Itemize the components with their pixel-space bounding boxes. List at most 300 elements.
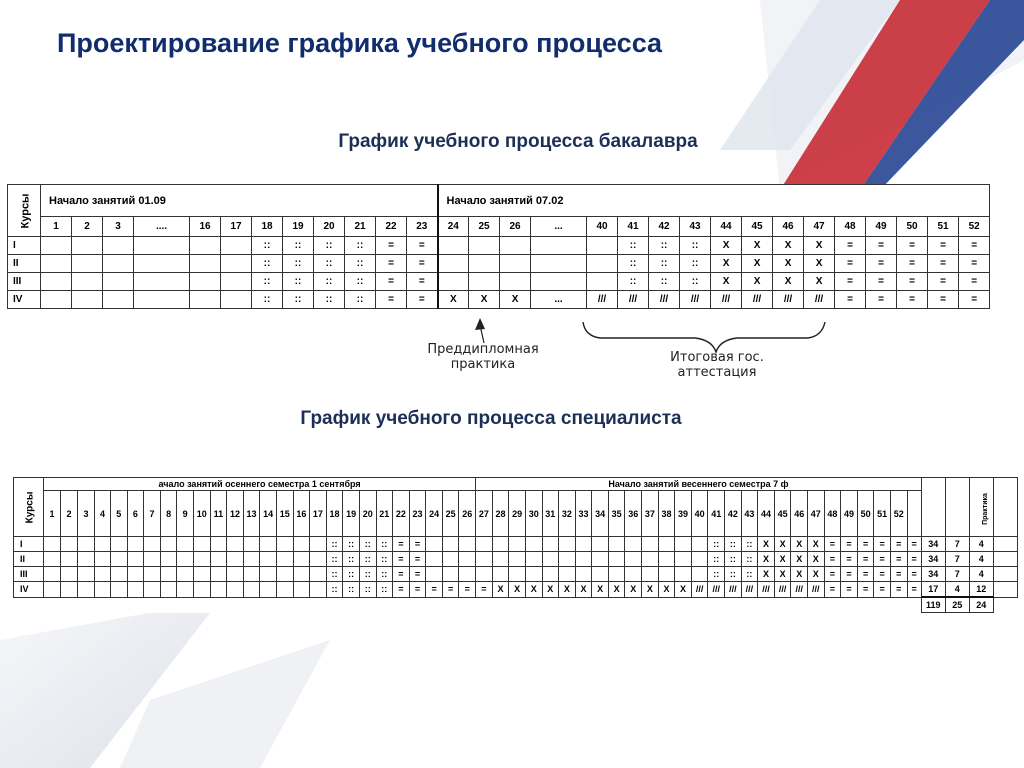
schedule-cell: = xyxy=(841,552,858,567)
spacer-cell xyxy=(177,597,194,613)
schedule-cell xyxy=(442,567,459,582)
schedule-cell: :: xyxy=(252,291,283,309)
schedule-cell: :: xyxy=(680,255,711,273)
schedule-cell xyxy=(293,567,310,582)
week-number: 16 xyxy=(293,491,310,537)
schedule-cell: = xyxy=(835,255,866,273)
schedule-cell xyxy=(459,567,476,582)
week-number: 39 xyxy=(675,491,692,537)
spacer-cell xyxy=(293,597,310,613)
schedule-cell: :: xyxy=(343,567,360,582)
schedule-cell xyxy=(160,582,177,598)
schedule-cell: X xyxy=(542,582,559,598)
schedule-cell: :: xyxy=(618,273,649,291)
schedule-cell: = xyxy=(835,237,866,255)
schedule-cell xyxy=(642,537,659,552)
schedule-cell xyxy=(44,582,61,598)
schedule-cell xyxy=(61,552,78,567)
schedule-cell: X xyxy=(774,537,791,552)
schedule-cell xyxy=(691,537,708,552)
schedule-cell: X xyxy=(675,582,692,598)
schedule-cell: = xyxy=(459,582,476,598)
week-number: 36 xyxy=(625,491,642,537)
schedule-cell: = xyxy=(866,291,897,309)
schedule-cell: /// xyxy=(758,582,775,598)
kursy-label-text: Курсы xyxy=(19,193,32,228)
spring-start-label: Начало занятий весеннего семестра 7 ф xyxy=(476,478,922,491)
schedule-cell: :: xyxy=(680,273,711,291)
schedule-cell xyxy=(658,552,675,567)
schedule-cell xyxy=(575,567,592,582)
schedule-cell xyxy=(61,537,78,552)
schedule-cell: :: xyxy=(252,273,283,291)
spacer-cell xyxy=(343,597,360,613)
schedule-cell xyxy=(61,567,78,582)
week-number: 49 xyxy=(866,217,897,237)
spacer-cell xyxy=(874,597,891,613)
week-number: 24 xyxy=(426,491,443,537)
week-number: 41 xyxy=(708,491,725,537)
spacer-cell xyxy=(260,597,277,613)
week-number: 2 xyxy=(61,491,78,537)
schedule-cell xyxy=(642,552,659,567)
schedule-cell xyxy=(193,567,210,582)
summary-value: 12 xyxy=(969,582,993,598)
schedule-cell xyxy=(160,537,177,552)
week-number: 28 xyxy=(492,491,509,537)
week-number: 19 xyxy=(283,217,314,237)
course-label: III xyxy=(14,567,44,582)
spacer-cell xyxy=(310,597,327,613)
summary-value: 7 xyxy=(945,567,969,582)
schedule-cell xyxy=(260,537,277,552)
schedule-cell xyxy=(525,552,542,567)
schedule-cell xyxy=(61,582,78,598)
schedule-cell xyxy=(459,537,476,552)
schedule-cell: :: xyxy=(680,237,711,255)
schedule-cell: X xyxy=(758,567,775,582)
schedule-cell: :: xyxy=(725,537,742,552)
schedule-cell xyxy=(160,567,177,582)
schedule-cell xyxy=(95,567,111,582)
schedule-cell xyxy=(691,567,708,582)
spacer-cell xyxy=(243,597,260,613)
week-number: 15 xyxy=(276,491,293,537)
schedule-cell: = xyxy=(874,582,891,598)
schedule-cell xyxy=(575,552,592,567)
fall-start-label: Начало занятий 01.09 xyxy=(41,185,438,217)
brace-attestation xyxy=(583,322,825,352)
schedule-cell xyxy=(509,552,526,567)
schedule-cell: X xyxy=(625,582,642,598)
spacer-cell xyxy=(61,597,78,613)
schedule-cell: X xyxy=(559,582,576,598)
week-number: 22 xyxy=(376,217,407,237)
schedule-cell: /// xyxy=(773,291,804,309)
schedule-cell: = xyxy=(835,291,866,309)
schedule-cell xyxy=(542,552,559,567)
schedule-cell: X xyxy=(711,255,742,273)
week-number: 19 xyxy=(343,491,360,537)
schedule-cell xyxy=(144,552,161,567)
schedule-cell xyxy=(210,582,227,598)
totals-row xyxy=(14,597,1018,613)
kursy-label-text: Курсы xyxy=(24,491,36,523)
total-value: 119 xyxy=(921,597,945,613)
schedule-cell xyxy=(426,537,443,552)
summary-value xyxy=(993,582,1017,598)
schedule-cell: /// xyxy=(804,291,835,309)
schedule-cell xyxy=(442,552,459,567)
schedule-cell xyxy=(144,567,161,582)
schedule-cell: :: xyxy=(376,537,393,552)
schedule-cell xyxy=(44,537,61,552)
week-number: 44 xyxy=(711,217,742,237)
spacer-cell xyxy=(525,597,542,613)
schedule-cell: = xyxy=(866,255,897,273)
schedule-cell xyxy=(509,537,526,552)
week-number: 26 xyxy=(500,217,531,237)
schedule-cell: :: xyxy=(725,552,742,567)
week-number: 47 xyxy=(804,217,835,237)
schedule-cell xyxy=(78,552,95,567)
schedule-cell: :: xyxy=(326,582,343,598)
week-number: 51 xyxy=(928,217,959,237)
spacer-cell xyxy=(741,597,758,613)
schedule-cell xyxy=(658,567,675,582)
schedule-cell: :: xyxy=(314,273,345,291)
schedule-cell: = xyxy=(409,567,426,582)
spacer-cell xyxy=(791,597,808,613)
schedule-cell: X xyxy=(658,582,675,598)
schedule-cell xyxy=(78,582,95,598)
schedule-cell: :: xyxy=(649,255,680,273)
schedule-cell: /// xyxy=(725,582,742,598)
schedule-cell: = xyxy=(824,582,841,598)
schedule-cell: :: xyxy=(326,567,343,582)
week-number: 5 xyxy=(111,491,128,537)
schedule-cell: :: xyxy=(314,291,345,309)
week-number: 52 xyxy=(959,217,990,237)
schedule-cell xyxy=(675,537,692,552)
schedule-cell: :: xyxy=(283,237,314,255)
week-number: 37 xyxy=(642,491,659,537)
schedule-cell: :: xyxy=(359,567,376,582)
summary-value: 17 xyxy=(921,582,945,598)
spacer-cell xyxy=(326,597,343,613)
spacer-cell xyxy=(127,597,144,613)
spacer-cell xyxy=(14,597,44,613)
spacer-cell xyxy=(359,597,376,613)
schedule-cell: :: xyxy=(345,273,376,291)
spacer-cell xyxy=(442,597,459,613)
schedule-cell: = xyxy=(959,291,990,309)
schedule-cell: = xyxy=(393,567,410,582)
course-label: II xyxy=(8,255,41,273)
week-number: 16 xyxy=(190,217,221,237)
summary-value xyxy=(993,537,1017,552)
schedule-cell: = xyxy=(407,237,438,255)
schedule-cell: X xyxy=(500,291,531,309)
schedule-cell: X xyxy=(525,582,542,598)
schedule-cell xyxy=(127,537,144,552)
schedule-cell xyxy=(243,552,260,567)
schedule-cell: X xyxy=(575,582,592,598)
schedule-cell xyxy=(210,537,227,552)
schedule-cell: :: xyxy=(741,552,758,567)
slide-title: Проектирование графика учебного процесса xyxy=(57,28,663,58)
schedule-cell: /// xyxy=(808,582,825,598)
week-number: 21 xyxy=(345,217,376,237)
schedule-cell xyxy=(293,537,310,552)
schedule-cell xyxy=(592,567,609,582)
schedule-cell: :: xyxy=(376,552,393,567)
week-number: 44 xyxy=(758,491,775,537)
schedule-cell xyxy=(210,552,227,567)
week-number: 29 xyxy=(509,491,526,537)
table-row xyxy=(14,582,1018,598)
table-row xyxy=(14,567,1018,582)
schedule-cell: = xyxy=(866,237,897,255)
schedule-cell: = xyxy=(393,552,410,567)
week-number: 43 xyxy=(741,491,758,537)
course-label: I xyxy=(8,237,41,255)
schedule-cell: X xyxy=(774,552,791,567)
schedule-cell xyxy=(144,582,161,598)
week-number: 46 xyxy=(791,491,808,537)
week-number: 9 xyxy=(177,491,194,537)
spacer-cell xyxy=(78,597,95,613)
schedule-cell: X xyxy=(808,552,825,567)
schedule-cell: X xyxy=(592,582,609,598)
schedule-cell: = xyxy=(857,537,874,552)
schedule-cell xyxy=(592,537,609,552)
schedule-cell: = xyxy=(376,273,407,291)
week-number: 26 xyxy=(459,491,476,537)
schedule-cell xyxy=(177,582,194,598)
schedule-cell xyxy=(293,552,310,567)
schedule-cell xyxy=(127,567,144,582)
schedule-cell: = xyxy=(890,552,907,567)
spacer-cell xyxy=(841,597,858,613)
schedule-cell: = xyxy=(376,237,407,255)
summary-value: 34 xyxy=(921,552,945,567)
schedule-cell xyxy=(127,552,144,567)
week-number: 50 xyxy=(897,217,928,237)
schedule-cell: = xyxy=(959,273,990,291)
schedule-cell: = xyxy=(407,255,438,273)
schedule-cell xyxy=(675,552,692,567)
fall-start-label: ачало занятий осеннего семестра 1 сентября xyxy=(44,478,476,491)
week-number: 3 xyxy=(103,217,134,237)
spacer-cell xyxy=(758,597,775,613)
summary-value: 4 xyxy=(945,582,969,598)
schedule-cell xyxy=(476,567,493,582)
schedule-cell: = xyxy=(426,582,443,598)
annotation-practice: Преддипломная практика xyxy=(427,342,539,372)
bachelor-subtitle: График учебного процесса бакалавра xyxy=(338,131,698,152)
spacer-cell xyxy=(857,597,874,613)
week-number: 1 xyxy=(44,491,61,537)
schedule-cell: = xyxy=(407,273,438,291)
course-label: III xyxy=(8,273,41,291)
schedule-cell: :: xyxy=(283,255,314,273)
schedule-cell: X xyxy=(742,273,773,291)
week-number: 12 xyxy=(227,491,244,537)
annotation-attestation: Итоговая гос. аттестация xyxy=(670,350,764,380)
schedule-cell: = xyxy=(928,291,959,309)
week-number: 48 xyxy=(824,491,841,537)
schedule-cell: = xyxy=(841,567,858,582)
spacer-cell xyxy=(95,597,111,613)
week-number: 40 xyxy=(587,217,618,237)
week-number: .... xyxy=(134,217,190,237)
schedule-cell: = xyxy=(890,537,907,552)
schedule-cell xyxy=(95,552,111,567)
schedule-cell: :: xyxy=(314,237,345,255)
summary-header xyxy=(945,478,969,537)
spacer-cell xyxy=(824,597,841,613)
schedule-cell xyxy=(227,567,244,582)
schedule-cell xyxy=(177,567,194,582)
week-number: 10 xyxy=(193,491,210,537)
spacer-cell xyxy=(509,597,526,613)
spacer-cell xyxy=(144,597,161,613)
schedule-cell: :: xyxy=(343,537,360,552)
schedule-cell xyxy=(276,582,293,598)
specialist-schedule xyxy=(13,477,1018,613)
schedule-cell xyxy=(293,582,310,598)
spacer-cell xyxy=(459,597,476,613)
schedule-cell xyxy=(559,537,576,552)
schedule-cell: = xyxy=(393,582,410,598)
spring-start-label: Начало занятий 07.02 xyxy=(438,185,990,217)
week-number: 7 xyxy=(144,491,161,537)
week-number: 21 xyxy=(376,491,393,537)
week-number: 43 xyxy=(680,217,711,237)
schedule-cell xyxy=(260,567,277,582)
schedule-cell: X xyxy=(804,273,835,291)
schedule-cell: :: xyxy=(376,582,393,598)
week-number: 25 xyxy=(442,491,459,537)
schedule-cell: X xyxy=(773,273,804,291)
summary-value: 4 xyxy=(969,552,993,567)
spacer-cell xyxy=(476,597,493,613)
schedule-cell xyxy=(625,537,642,552)
schedule-cell xyxy=(492,567,509,582)
schedule-cell: :: xyxy=(708,567,725,582)
schedule-cell xyxy=(525,567,542,582)
schedule-cell: X xyxy=(742,237,773,255)
schedule-cell xyxy=(210,567,227,582)
schedule-cell: = xyxy=(376,255,407,273)
spacer-cell xyxy=(642,597,659,613)
schedule-cell xyxy=(592,552,609,567)
week-number: 1 xyxy=(41,217,72,237)
week-number: 48 xyxy=(835,217,866,237)
schedule-cell: = xyxy=(857,567,874,582)
schedule-cell xyxy=(227,582,244,598)
schedule-cell: X xyxy=(711,237,742,255)
schedule-cell xyxy=(44,567,61,582)
schedule-cell: = xyxy=(928,255,959,273)
spacer-cell xyxy=(592,597,609,613)
schedule-cell-extra: = xyxy=(907,537,921,552)
week-number: 31 xyxy=(542,491,559,537)
schedule-cell: :: xyxy=(359,537,376,552)
spacer-cell xyxy=(625,597,642,613)
schedule-cell: :: xyxy=(359,582,376,598)
summary-value: 7 xyxy=(945,552,969,567)
schedule-cell xyxy=(111,567,128,582)
week-number: 13 xyxy=(243,491,260,537)
schedule-cell: X xyxy=(774,567,791,582)
schedule-cell: :: xyxy=(708,552,725,567)
week-number: 24 xyxy=(438,217,469,237)
arrow-practice xyxy=(475,318,485,343)
week-number: 18 xyxy=(326,491,343,537)
spacer-cell xyxy=(993,597,1017,613)
schedule-cell: = xyxy=(409,537,426,552)
summary-value: 4 xyxy=(969,567,993,582)
schedule-cell xyxy=(177,552,194,567)
schedule-cell xyxy=(310,552,327,567)
schedule-cell xyxy=(426,567,443,582)
schedule-cell: :: xyxy=(314,255,345,273)
schedule-cell xyxy=(276,567,293,582)
schedule-cell xyxy=(675,567,692,582)
schedule-cell: /// xyxy=(774,582,791,598)
schedule-cell: = xyxy=(928,273,959,291)
schedule-cell: = xyxy=(928,237,959,255)
spacer-cell xyxy=(575,597,592,613)
schedule-cell: = xyxy=(959,237,990,255)
schedule-cell: :: xyxy=(618,255,649,273)
specialist-schedule-table xyxy=(13,477,1018,613)
specialist-subtitle: График учебного процесса специалиста xyxy=(300,408,682,429)
schedule-cell: X xyxy=(773,255,804,273)
week-number: 17 xyxy=(221,217,252,237)
week-number: 6 xyxy=(127,491,144,537)
schedule-cell xyxy=(160,552,177,567)
schedule-cell: = xyxy=(824,537,841,552)
schedule-cell xyxy=(310,537,327,552)
schedule-cell xyxy=(476,552,493,567)
schedule-cell: X xyxy=(808,567,825,582)
schedule-cell: /// xyxy=(649,291,680,309)
schedule-cell xyxy=(111,537,128,552)
schedule-cell: :: xyxy=(252,255,283,273)
schedule-cell xyxy=(559,552,576,567)
summary-value: 4 xyxy=(969,537,993,552)
schedule-cell: /// xyxy=(741,582,758,598)
schedule-cell: X xyxy=(758,552,775,567)
week-number: 30 xyxy=(525,491,542,537)
schedule-cell: :: xyxy=(326,552,343,567)
spacer-cell xyxy=(111,597,128,613)
schedule-cell xyxy=(658,537,675,552)
schedule-cell: X xyxy=(804,255,835,273)
course-label: II xyxy=(14,552,44,567)
schedule-cell: X xyxy=(742,255,773,273)
schedule-cell: = xyxy=(874,567,891,582)
schedule-cell: X xyxy=(469,291,500,309)
course-label: I xyxy=(14,537,44,552)
schedule-cell xyxy=(442,537,459,552)
schedule-cell: X xyxy=(492,582,509,598)
schedule-cell xyxy=(111,582,128,598)
schedule-cell: = xyxy=(857,582,874,598)
